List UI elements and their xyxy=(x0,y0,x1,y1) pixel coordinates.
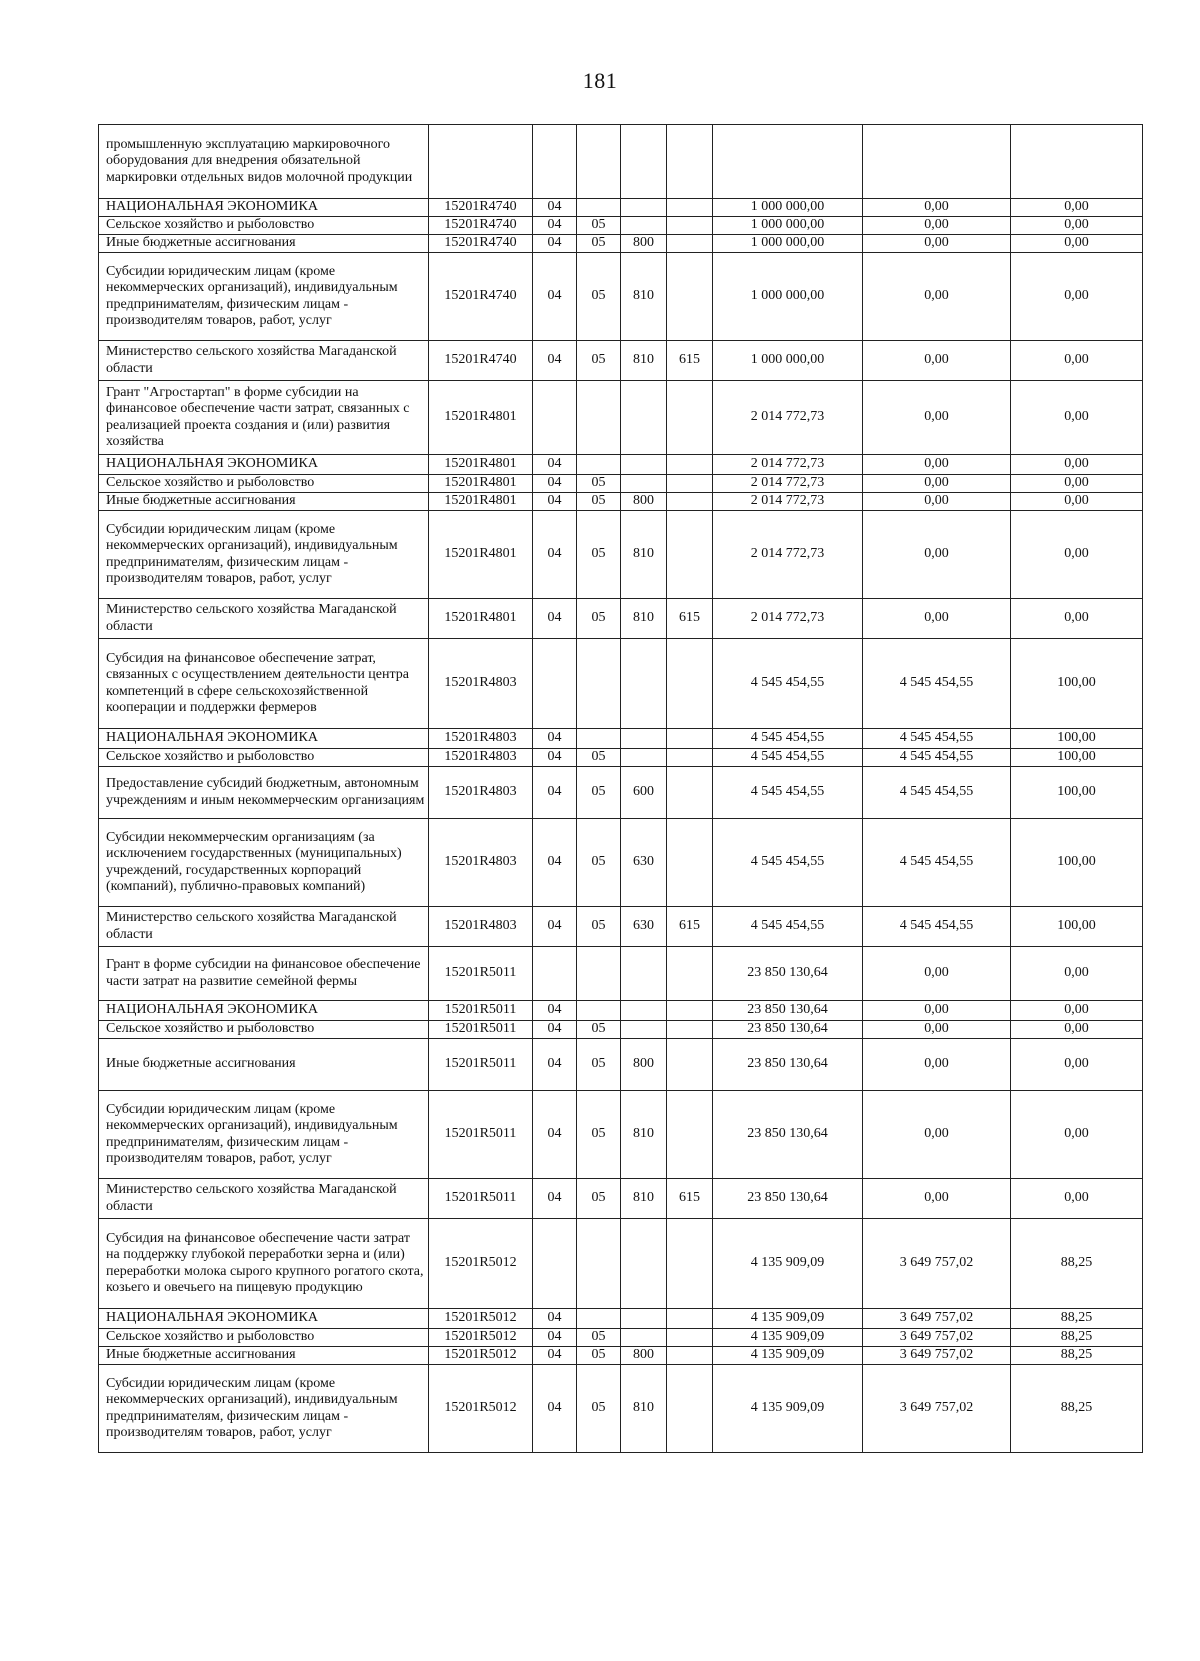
row-section-cell: 04 xyxy=(533,1091,577,1179)
row-code-cell: 15201R4801 xyxy=(429,493,533,511)
row-admin-code-cell xyxy=(667,1091,713,1179)
row-admin-code-cell xyxy=(667,767,713,819)
row-name-cell: Субсидии юридическим лицам (кроме некоммерческих организаций), индивидуальным предпринимателям, физическим лицам - производителям товаров, работ, услуг xyxy=(99,1365,429,1453)
row-section-cell xyxy=(533,947,577,1001)
table-row xyxy=(99,475,1143,493)
table-row xyxy=(99,253,1143,341)
row-actual-amount-cell: 0,00 xyxy=(863,1039,1011,1091)
row-section-cell xyxy=(533,1219,577,1309)
row-subsection-cell: 05 xyxy=(577,767,621,819)
row-expense-type-cell: 810 xyxy=(621,1365,667,1453)
row-expense-type-cell: 810 xyxy=(621,599,667,639)
row-name-cell: Сельское хозяйство и рыболовство xyxy=(99,1329,429,1347)
table-row xyxy=(99,511,1143,599)
row-admin-code-cell xyxy=(667,1001,713,1021)
row-percent-cell: 0,00 xyxy=(1011,511,1143,599)
row-section-cell: 04 xyxy=(533,767,577,819)
row-actual-amount-cell xyxy=(863,125,1011,199)
row-actual-amount-cell: 0,00 xyxy=(863,235,1011,253)
row-code-cell: 15201R4803 xyxy=(429,767,533,819)
row-percent-cell: 88,25 xyxy=(1011,1347,1143,1365)
row-subsection-cell: 05 xyxy=(577,341,621,381)
row-subsection-cell: 05 xyxy=(577,217,621,235)
row-code-cell: 15201R4801 xyxy=(429,381,533,455)
row-section-cell: 04 xyxy=(533,907,577,947)
row-expense-type-cell xyxy=(621,1219,667,1309)
row-code-cell: 15201R5011 xyxy=(429,1039,533,1091)
row-subsection-cell xyxy=(577,1219,621,1309)
row-plan-amount-cell: 4 545 454,55 xyxy=(713,819,863,907)
row-percent-cell: 0,00 xyxy=(1011,947,1143,1001)
row-percent-cell: 88,25 xyxy=(1011,1309,1143,1329)
row-name-cell: Сельское хозяйство и рыболовство xyxy=(99,749,429,767)
table-row xyxy=(99,1001,1143,1021)
row-percent-cell: 0,00 xyxy=(1011,1001,1143,1021)
row-admin-code-cell: 615 xyxy=(667,599,713,639)
row-section-cell: 04 xyxy=(533,511,577,599)
row-code-cell: 15201R4801 xyxy=(429,599,533,639)
row-name-cell: Субсидии юридическим лицам (кроме некоммерческих организаций), индивидуальным предпринимателям, физическим лицам - производителям товаров, работ, услуг xyxy=(99,1091,429,1179)
row-name-cell: Субсидии юридическим лицам (кроме некоммерческих организаций), индивидуальным предпринимателям, физическим лицам - производителям товаров, работ, услуг xyxy=(99,511,429,599)
row-section-cell: 04 xyxy=(533,475,577,493)
table-body xyxy=(99,125,1143,1453)
row-admin-code-cell xyxy=(667,1021,713,1039)
row-admin-code-cell xyxy=(667,1329,713,1347)
row-section-cell xyxy=(533,125,577,199)
row-name-cell: Сельское хозяйство и рыболовство xyxy=(99,217,429,235)
row-actual-amount-cell: 4 545 454,55 xyxy=(863,767,1011,819)
row-percent-cell: 0,00 xyxy=(1011,475,1143,493)
row-subsection-cell: 05 xyxy=(577,1091,621,1179)
row-actual-amount-cell: 0,00 xyxy=(863,493,1011,511)
row-expense-type-cell xyxy=(621,455,667,475)
row-code-cell: 15201R4740 xyxy=(429,199,533,217)
row-admin-code-cell xyxy=(667,235,713,253)
row-plan-amount-cell: 23 850 130,64 xyxy=(713,1179,863,1219)
row-name-cell: Министерство сельского хозяйства Магаданской области xyxy=(99,599,429,639)
row-plan-amount-cell: 1 000 000,00 xyxy=(713,253,863,341)
row-plan-amount-cell: 2 014 772,73 xyxy=(713,475,863,493)
row-plan-amount-cell: 2 014 772,73 xyxy=(713,455,863,475)
row-section-cell: 04 xyxy=(533,1039,577,1091)
row-actual-amount-cell: 0,00 xyxy=(863,217,1011,235)
row-plan-amount-cell: 1 000 000,00 xyxy=(713,199,863,217)
row-name-cell: Грант в форме субсидии на финансовое обеспечение части затрат на развитие семейной фермы xyxy=(99,947,429,1001)
row-percent-cell: 100,00 xyxy=(1011,819,1143,907)
row-subsection-cell xyxy=(577,381,621,455)
table-row xyxy=(99,1365,1143,1453)
row-code-cell: 15201R4801 xyxy=(429,511,533,599)
row-subsection-cell xyxy=(577,199,621,217)
row-code-cell: 15201R4803 xyxy=(429,729,533,749)
table-row xyxy=(99,907,1143,947)
row-subsection-cell: 05 xyxy=(577,907,621,947)
row-expense-type-cell xyxy=(621,729,667,749)
row-section-cell: 04 xyxy=(533,455,577,475)
table-row xyxy=(99,217,1143,235)
row-admin-code-cell: 615 xyxy=(667,341,713,381)
row-plan-amount-cell: 4 135 909,09 xyxy=(713,1219,863,1309)
row-code-cell: 15201R4740 xyxy=(429,217,533,235)
row-percent-cell: 88,25 xyxy=(1011,1219,1143,1309)
row-percent-cell: 0,00 xyxy=(1011,455,1143,475)
row-plan-amount-cell: 23 850 130,64 xyxy=(713,1091,863,1179)
row-admin-code-cell xyxy=(667,381,713,455)
row-subsection-cell xyxy=(577,639,621,729)
row-actual-amount-cell: 0,00 xyxy=(863,1179,1011,1219)
row-expense-type-cell: 810 xyxy=(621,341,667,381)
row-plan-amount-cell: 1 000 000,00 xyxy=(713,217,863,235)
row-name-cell: Министерство сельского хозяйства Магаданской области xyxy=(99,907,429,947)
row-percent-cell: 0,00 xyxy=(1011,1039,1143,1091)
row-admin-code-cell xyxy=(667,125,713,199)
row-section-cell: 04 xyxy=(533,1347,577,1365)
row-expense-type-cell: 800 xyxy=(621,235,667,253)
row-plan-amount-cell: 4 545 454,55 xyxy=(713,639,863,729)
row-actual-amount-cell: 0,00 xyxy=(863,381,1011,455)
row-plan-amount-cell: 2 014 772,73 xyxy=(713,381,863,455)
row-subsection-cell: 05 xyxy=(577,493,621,511)
page-number: 181 xyxy=(582,68,618,93)
table-row xyxy=(99,1179,1143,1219)
row-percent-cell: 0,00 xyxy=(1011,253,1143,341)
row-subsection-cell xyxy=(577,455,621,475)
row-section-cell: 04 xyxy=(533,199,577,217)
row-section-cell: 04 xyxy=(533,819,577,907)
row-plan-amount-cell: 4 545 454,55 xyxy=(713,767,863,819)
table-row xyxy=(99,767,1143,819)
row-code-cell: 15201R4801 xyxy=(429,475,533,493)
row-code-cell: 15201R4740 xyxy=(429,341,533,381)
row-subsection-cell xyxy=(577,1001,621,1021)
table-row xyxy=(99,1309,1143,1329)
row-actual-amount-cell: 0,00 xyxy=(863,599,1011,639)
table-row xyxy=(99,947,1143,1001)
row-name-cell: НАЦИОНАЛЬНАЯ ЭКОНОМИКА xyxy=(99,199,429,217)
row-percent-cell: 100,00 xyxy=(1011,749,1143,767)
row-expense-type-cell xyxy=(621,475,667,493)
row-admin-code-cell xyxy=(667,217,713,235)
row-name-cell: Сельское хозяйство и рыболовство xyxy=(99,1021,429,1039)
row-subsection-cell: 05 xyxy=(577,253,621,341)
row-plan-amount-cell: 4 135 909,09 xyxy=(713,1309,863,1329)
row-code-cell: 15201R5012 xyxy=(429,1329,533,1347)
row-actual-amount-cell: 0,00 xyxy=(863,455,1011,475)
table-row xyxy=(99,1039,1143,1091)
row-percent-cell: 100,00 xyxy=(1011,907,1143,947)
row-code-cell: 15201R4740 xyxy=(429,235,533,253)
table-row xyxy=(99,235,1143,253)
row-expense-type-cell xyxy=(621,1309,667,1329)
row-percent-cell: 100,00 xyxy=(1011,767,1143,819)
row-name-cell: Субсидия на финансовое обеспечение части затрат на поддержку глубокой переработки зерна и (или) переработки молока сырого крупного рогатого скота, козьего и овечьего на пищевую продукцию xyxy=(99,1219,429,1309)
row-section-cell: 04 xyxy=(533,729,577,749)
row-subsection-cell: 05 xyxy=(577,1347,621,1365)
row-section-cell: 04 xyxy=(533,1329,577,1347)
table-row xyxy=(99,599,1143,639)
row-admin-code-cell xyxy=(667,819,713,907)
row-code-cell: 15201R5012 xyxy=(429,1309,533,1329)
row-admin-code-cell xyxy=(667,1039,713,1091)
row-expense-type-cell: 810 xyxy=(621,1179,667,1219)
row-subsection-cell xyxy=(577,125,621,199)
row-name-cell: Субсидии юридическим лицам (кроме некоммерческих организаций), индивидуальным предпринимателям, физическим лицам - производителям товаров, работ, услуг xyxy=(99,253,429,341)
row-subsection-cell: 05 xyxy=(577,235,621,253)
row-section-cell: 04 xyxy=(533,1179,577,1219)
row-admin-code-cell xyxy=(667,511,713,599)
row-plan-amount-cell: 1 000 000,00 xyxy=(713,341,863,381)
row-section-cell: 04 xyxy=(533,1021,577,1039)
table-row xyxy=(99,729,1143,749)
row-plan-amount-cell: 2 014 772,73 xyxy=(713,599,863,639)
row-percent-cell: 0,00 xyxy=(1011,493,1143,511)
table-row xyxy=(99,1347,1143,1365)
row-actual-amount-cell: 0,00 xyxy=(863,475,1011,493)
row-expense-type-cell: 800 xyxy=(621,1347,667,1365)
row-admin-code-cell: 615 xyxy=(667,907,713,947)
row-admin-code-cell: 615 xyxy=(667,1179,713,1219)
row-actual-amount-cell: 3 649 757,02 xyxy=(863,1347,1011,1365)
row-section-cell: 04 xyxy=(533,253,577,341)
row-plan-amount-cell: 23 850 130,64 xyxy=(713,1001,863,1021)
row-subsection-cell: 05 xyxy=(577,599,621,639)
row-code-cell: 15201R5012 xyxy=(429,1365,533,1453)
row-name-cell: Министерство сельского хозяйства Магаданской области xyxy=(99,341,429,381)
row-subsection-cell: 05 xyxy=(577,1329,621,1347)
row-actual-amount-cell: 0,00 xyxy=(863,199,1011,217)
row-subsection-cell: 05 xyxy=(577,1039,621,1091)
row-percent-cell: 88,25 xyxy=(1011,1329,1143,1347)
row-name-cell: НАЦИОНАЛЬНАЯ ЭКОНОМИКА xyxy=(99,1001,429,1021)
row-admin-code-cell xyxy=(667,1347,713,1365)
row-code-cell: 15201R5011 xyxy=(429,1021,533,1039)
row-admin-code-cell xyxy=(667,729,713,749)
row-percent-cell: 88,25 xyxy=(1011,1365,1143,1453)
row-section-cell: 04 xyxy=(533,749,577,767)
row-name-cell: Иные бюджетные ассигнования xyxy=(99,1039,429,1091)
table-row xyxy=(99,341,1143,381)
row-expense-type-cell xyxy=(621,217,667,235)
row-plan-amount-cell: 4 545 454,55 xyxy=(713,907,863,947)
row-name-cell: НАЦИОНАЛЬНАЯ ЭКОНОМИКА xyxy=(99,1309,429,1329)
row-percent-cell: 0,00 xyxy=(1011,1091,1143,1179)
row-actual-amount-cell: 3 649 757,02 xyxy=(863,1365,1011,1453)
row-subsection-cell xyxy=(577,1309,621,1329)
row-name-cell: Субсидии некоммерческим организациям (за исключением государственных (муниципальных) учреждений, государственных корпораций (компаний), публично-правовых компаний) xyxy=(99,819,429,907)
row-expense-type-cell: 800 xyxy=(621,1039,667,1091)
row-code-cell: 15201R4803 xyxy=(429,639,533,729)
row-expense-type-cell: 600 xyxy=(621,767,667,819)
row-expense-type-cell: 800 xyxy=(621,493,667,511)
row-actual-amount-cell: 0,00 xyxy=(863,253,1011,341)
row-expense-type-cell xyxy=(621,749,667,767)
row-actual-amount-cell: 4 545 454,55 xyxy=(863,729,1011,749)
table-row xyxy=(99,381,1143,455)
row-name-cell: Сельское хозяйство и рыболовство xyxy=(99,475,429,493)
row-plan-amount-cell: 4 135 909,09 xyxy=(713,1365,863,1453)
row-plan-amount-cell xyxy=(713,125,863,199)
row-admin-code-cell xyxy=(667,749,713,767)
row-plan-amount-cell: 2 014 772,73 xyxy=(713,511,863,599)
row-subsection-cell xyxy=(577,947,621,1001)
row-section-cell: 04 xyxy=(533,1001,577,1021)
row-actual-amount-cell: 4 545 454,55 xyxy=(863,819,1011,907)
row-percent-cell: 0,00 xyxy=(1011,341,1143,381)
row-section-cell: 04 xyxy=(533,599,577,639)
row-admin-code-cell xyxy=(667,1309,713,1329)
row-section-cell: 04 xyxy=(533,1365,577,1453)
row-actual-amount-cell: 4 545 454,55 xyxy=(863,749,1011,767)
table-row xyxy=(99,1329,1143,1347)
row-plan-amount-cell: 2 014 772,73 xyxy=(713,493,863,511)
table-row xyxy=(99,819,1143,907)
row-code-cell xyxy=(429,125,533,199)
row-percent-cell: 0,00 xyxy=(1011,199,1143,217)
row-code-cell: 15201R5011 xyxy=(429,1001,533,1021)
row-expense-type-cell xyxy=(621,125,667,199)
table-row xyxy=(99,1021,1143,1039)
table-row xyxy=(99,455,1143,475)
row-percent-cell: 0,00 xyxy=(1011,1179,1143,1219)
row-expense-type-cell xyxy=(621,1329,667,1347)
row-expense-type-cell: 810 xyxy=(621,511,667,599)
row-code-cell: 15201R5012 xyxy=(429,1219,533,1309)
row-plan-amount-cell: 1 000 000,00 xyxy=(713,235,863,253)
row-name-cell: Иные бюджетные ассигнования xyxy=(99,235,429,253)
row-section-cell: 04 xyxy=(533,341,577,381)
row-subsection-cell: 05 xyxy=(577,749,621,767)
row-name-cell: Субсидия на финансовое обеспечение затрат, связанных с осуществлением деятельности центра компетенций в сфере сельскохозяйственной кооперации и поддержки фермеров xyxy=(99,639,429,729)
row-expense-type-cell xyxy=(621,381,667,455)
row-expense-type-cell: 810 xyxy=(621,253,667,341)
row-code-cell: 15201R5011 xyxy=(429,1091,533,1179)
row-code-cell: 15201R5011 xyxy=(429,947,533,1001)
row-name-cell: Иные бюджетные ассигнования xyxy=(99,1347,429,1365)
row-name-cell: промышленную эксплуатацию маркировочного оборудования для внедрения обязательной маркировки отдельных видов молочной продукции xyxy=(99,125,429,199)
row-code-cell: 15201R4803 xyxy=(429,819,533,907)
row-actual-amount-cell: 0,00 xyxy=(863,341,1011,381)
row-section-cell: 04 xyxy=(533,235,577,253)
row-subsection-cell: 05 xyxy=(577,1021,621,1039)
row-section-cell: 04 xyxy=(533,1309,577,1329)
row-percent-cell: 100,00 xyxy=(1011,729,1143,749)
row-name-cell: Министерство сельского хозяйства Магаданской области xyxy=(99,1179,429,1219)
row-name-cell: Предоставление субсидий бюджетным, автономным учреждениям и иным некоммерческим организациям xyxy=(99,767,429,819)
row-name-cell: НАЦИОНАЛЬНАЯ ЭКОНОМИКА xyxy=(99,729,429,749)
table-row xyxy=(99,493,1143,511)
row-section-cell xyxy=(533,639,577,729)
row-expense-type-cell xyxy=(621,639,667,729)
row-subsection-cell: 05 xyxy=(577,1179,621,1219)
row-expense-type-cell xyxy=(621,1021,667,1039)
row-subsection-cell: 05 xyxy=(577,511,621,599)
row-actual-amount-cell: 0,00 xyxy=(863,1001,1011,1021)
row-expense-type-cell: 810 xyxy=(621,1091,667,1179)
row-section-cell: 04 xyxy=(533,217,577,235)
row-code-cell: 15201R4740 xyxy=(429,253,533,341)
budget-table xyxy=(98,124,1143,1453)
row-subsection-cell xyxy=(577,729,621,749)
row-admin-code-cell xyxy=(667,475,713,493)
row-admin-code-cell xyxy=(667,1365,713,1453)
row-plan-amount-cell: 4 545 454,55 xyxy=(713,749,863,767)
row-expense-type-cell: 630 xyxy=(621,907,667,947)
row-actual-amount-cell: 4 545 454,55 xyxy=(863,907,1011,947)
row-name-cell: Иные бюджетные ассигнования xyxy=(99,493,429,511)
row-plan-amount-cell: 23 850 130,64 xyxy=(713,947,863,1001)
row-percent-cell: 100,00 xyxy=(1011,639,1143,729)
row-actual-amount-cell: 3 649 757,02 xyxy=(863,1329,1011,1347)
row-section-cell xyxy=(533,381,577,455)
row-name-cell: НАЦИОНАЛЬНАЯ ЭКОНОМИКА xyxy=(99,455,429,475)
row-admin-code-cell xyxy=(667,947,713,1001)
row-subsection-cell: 05 xyxy=(577,1365,621,1453)
row-code-cell: 15201R4803 xyxy=(429,749,533,767)
row-code-cell: 15201R5011 xyxy=(429,1179,533,1219)
row-subsection-cell: 05 xyxy=(577,475,621,493)
row-code-cell: 15201R4801 xyxy=(429,455,533,475)
row-plan-amount-cell: 23 850 130,64 xyxy=(713,1021,863,1039)
row-expense-type-cell xyxy=(621,1001,667,1021)
row-percent-cell xyxy=(1011,125,1143,199)
row-percent-cell: 0,00 xyxy=(1011,381,1143,455)
table-row xyxy=(99,125,1143,199)
row-admin-code-cell xyxy=(667,455,713,475)
row-actual-amount-cell: 4 545 454,55 xyxy=(863,639,1011,729)
table-row xyxy=(99,749,1143,767)
row-percent-cell: 0,00 xyxy=(1011,217,1143,235)
row-name-cell: Грант "Агростартап" в форме субсидии на финансовое обеспечение части затрат, связанных с реализацией проекта создания и (или) развития хозяйства xyxy=(99,381,429,455)
row-actual-amount-cell: 0,00 xyxy=(863,1021,1011,1039)
row-subsection-cell: 05 xyxy=(577,819,621,907)
row-code-cell: 15201R4803 xyxy=(429,907,533,947)
row-plan-amount-cell: 23 850 130,64 xyxy=(713,1039,863,1091)
row-plan-amount-cell: 4 545 454,55 xyxy=(713,729,863,749)
row-expense-type-cell xyxy=(621,947,667,1001)
row-admin-code-cell xyxy=(667,493,713,511)
row-admin-code-cell xyxy=(667,199,713,217)
row-actual-amount-cell: 3 649 757,02 xyxy=(863,1309,1011,1329)
row-plan-amount-cell: 4 135 909,09 xyxy=(713,1329,863,1347)
row-percent-cell: 0,00 xyxy=(1011,1021,1143,1039)
row-expense-type-cell xyxy=(621,199,667,217)
table-row xyxy=(99,1091,1143,1179)
row-percent-cell: 0,00 xyxy=(1011,599,1143,639)
row-percent-cell: 0,00 xyxy=(1011,235,1143,253)
row-actual-amount-cell: 0,00 xyxy=(863,1091,1011,1179)
row-code-cell: 15201R5012 xyxy=(429,1347,533,1365)
row-admin-code-cell xyxy=(667,1219,713,1309)
row-expense-type-cell: 630 xyxy=(621,819,667,907)
row-admin-code-cell xyxy=(667,253,713,341)
row-actual-amount-cell: 3 649 757,02 xyxy=(863,1219,1011,1309)
row-plan-amount-cell: 4 135 909,09 xyxy=(713,1347,863,1365)
row-actual-amount-cell: 0,00 xyxy=(863,511,1011,599)
table-row xyxy=(99,199,1143,217)
row-admin-code-cell xyxy=(667,639,713,729)
row-section-cell: 04 xyxy=(533,493,577,511)
table-row xyxy=(99,639,1143,729)
table-row xyxy=(99,1219,1143,1309)
row-actual-amount-cell: 0,00 xyxy=(863,947,1011,1001)
